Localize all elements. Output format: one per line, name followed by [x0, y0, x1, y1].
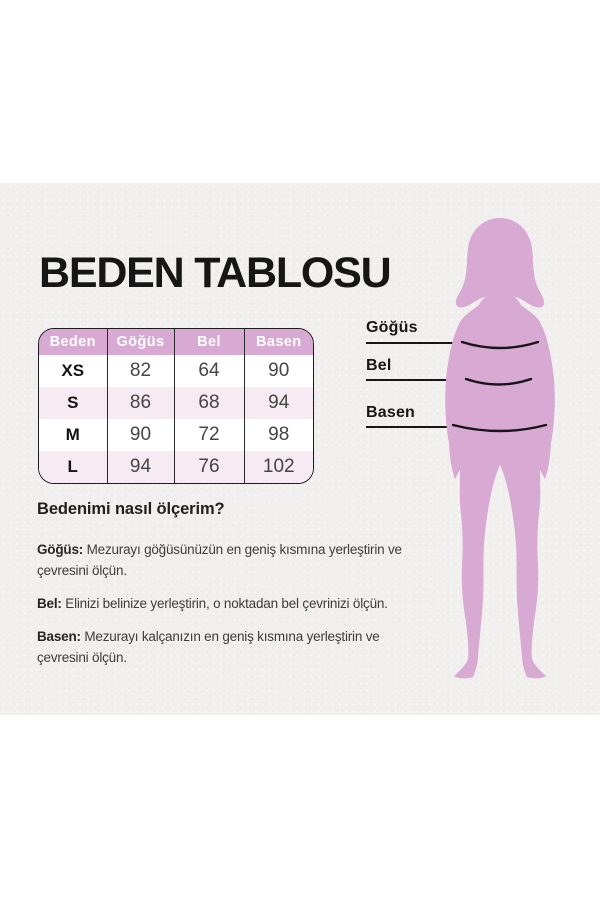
guide-text-chest: Mezurayı göğüsünüzün en geniş kısmına yerleştirin ve çevresini ölçün.	[37, 542, 402, 578]
female-silhouette-figure	[415, 215, 585, 685]
guide-text-waist: Elinizi belinize yerleştirin, o noktadan bel çevrinizi ölçün.	[61, 596, 388, 611]
table-row	[39, 355, 313, 387]
size-value: M	[65, 425, 80, 444]
waist-value: 72	[174, 419, 244, 451]
hip-value: 94	[244, 387, 313, 419]
waist-value: 64	[174, 355, 244, 387]
waist-label: Bel	[366, 357, 392, 374]
chest-label: Göğüs	[366, 319, 418, 336]
chest-value: 82	[107, 355, 174, 387]
hip-value: 98	[244, 419, 313, 451]
column-header-gogus: Göğüs	[107, 329, 174, 355]
table-row	[39, 419, 313, 451]
guide-heading: Bedenimi nasıl ölçerim?	[37, 500, 225, 518]
table-row	[39, 387, 313, 419]
chest-value: 86	[107, 387, 174, 419]
column-header-beden: Beden	[39, 329, 107, 355]
guide-item-chest	[37, 539, 409, 581]
measure-guide-section	[37, 500, 409, 680]
table-header-row	[39, 329, 313, 355]
hip-value: 102	[244, 451, 313, 483]
guide-text-hip: Mezurayı kalçanızın en geniş kısmına yerleştirin ve çevresini ölçün.	[37, 629, 380, 665]
table-row	[39, 451, 313, 483]
guide-term-hip: Basen:	[37, 629, 81, 644]
guide-term-waist: Bel:	[37, 596, 62, 611]
column-header-bel: Bel	[174, 329, 244, 355]
size-value: XS	[61, 361, 85, 380]
hair-shape	[456, 218, 544, 307]
guide-term-chest: Göğüs:	[37, 542, 84, 557]
size-table	[38, 328, 314, 484]
waist-value: 76	[174, 451, 244, 483]
size-value: L	[39, 451, 107, 483]
hip-label: Basen	[366, 404, 416, 421]
chest-value: 90	[107, 419, 174, 451]
size-value: S	[39, 387, 107, 419]
guide-item-hip	[37, 626, 409, 668]
waist-value: 68	[174, 387, 244, 419]
guide-item-waist	[37, 593, 409, 614]
page-title: BEDEN TABLOSU	[39, 249, 391, 297]
hip-value: 90	[244, 355, 313, 387]
column-header-basen: Basen	[244, 329, 313, 355]
chest-value: 94	[107, 451, 174, 483]
